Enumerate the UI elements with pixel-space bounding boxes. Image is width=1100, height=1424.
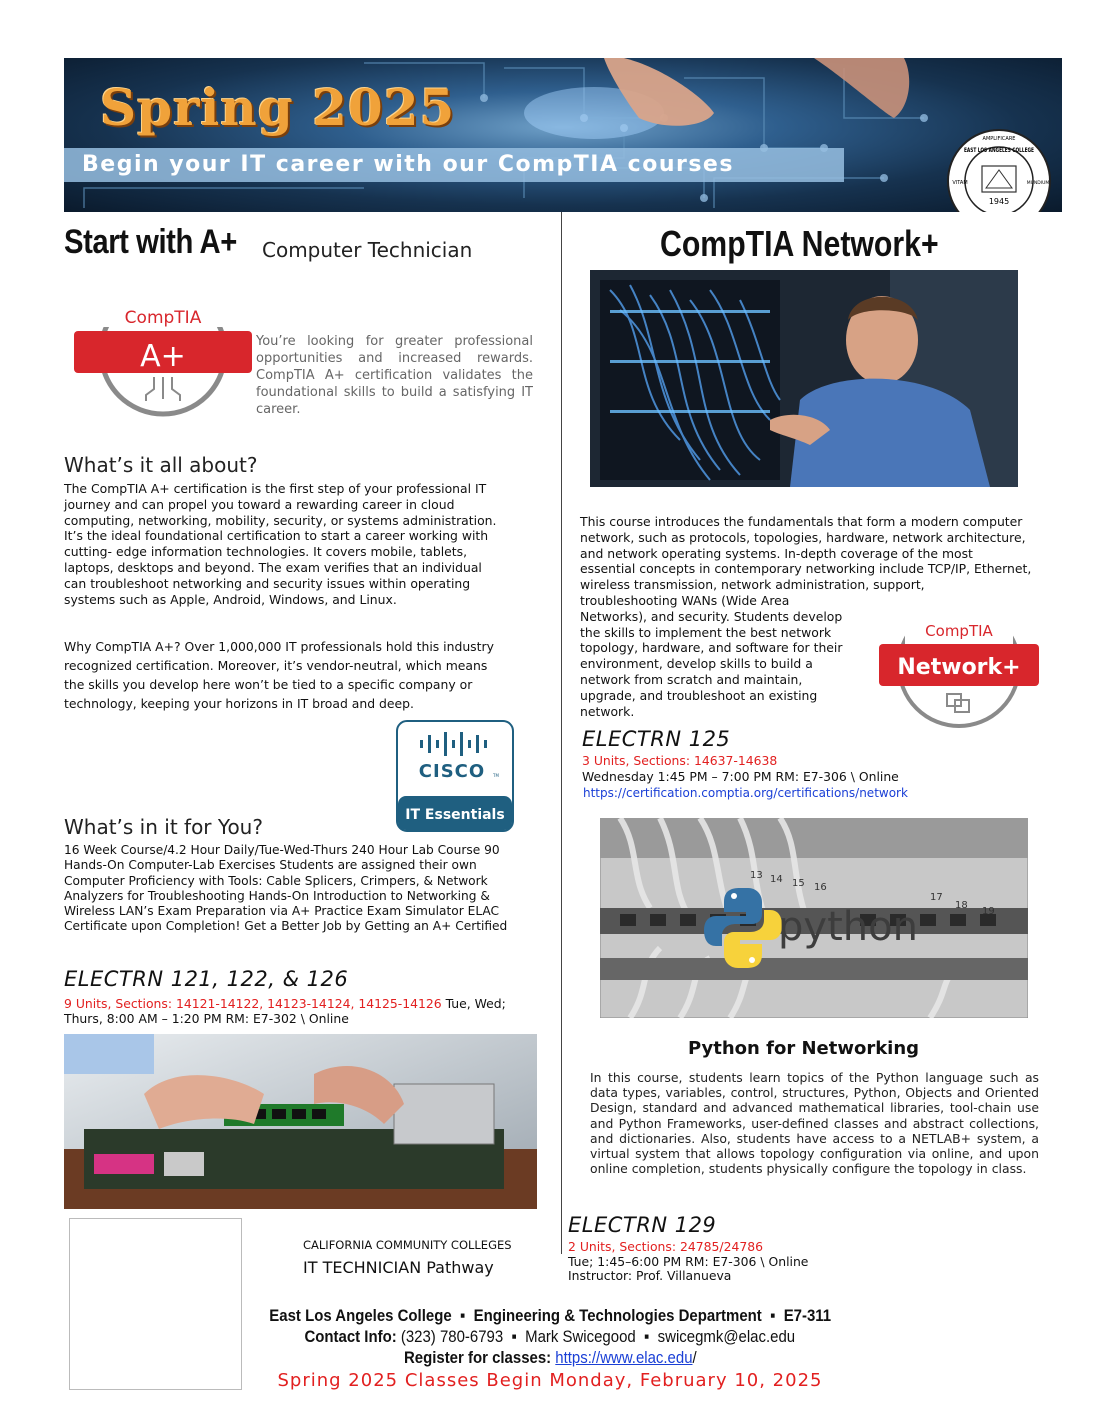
- panel-number: 17: [930, 892, 943, 903]
- aplus-logo-brand: CompTIA: [124, 308, 202, 328]
- panel-number: 16: [814, 882, 827, 893]
- department-room: E7-311: [783, 1306, 831, 1325]
- course-units-aplus: 9 Units, Sections: 14121-14122, 14123-14124, 14125-14126: [64, 996, 442, 1011]
- course-details-network: [582, 753, 899, 784]
- banner-subtitle: Begin your IT career with our CompTIA courses: [82, 152, 734, 177]
- header-banner: [64, 58, 1062, 226]
- contact-name: Mark Swicegood: [525, 1327, 636, 1346]
- python-patch-panel-photo: [600, 818, 1028, 1018]
- register-line: [0, 1348, 1100, 1368]
- contact-email[interactable]: swicegmk@elac.edu: [657, 1327, 796, 1346]
- department-name: Engineering & Technologies Department: [473, 1306, 762, 1325]
- pathway-label: IT TECHNICIAN Pathway: [303, 1258, 494, 1277]
- separator: ▪: [511, 1327, 518, 1346]
- course-units-python: 2 Units, Sections: 24785/24786: [568, 1239, 763, 1254]
- network-plus-body-continued: troubleshooting WANs (Wide Area Networks), and security. Students develop the skills to implement the best network topology, hardware, and software for their environment, develop skills to build a network from scratch and maintain, upgrade, and troubleshoot an existing network.: [580, 593, 843, 719]
- for-you-heading: What’s in it for You?: [64, 815, 263, 839]
- separator: ▪: [459, 1306, 466, 1325]
- panel-number: 14: [770, 874, 783, 885]
- register-label: Register for classes:: [403, 1348, 551, 1367]
- aplus-heading: Start with A+: [64, 223, 237, 261]
- course-units-network: 3 Units, Sections: 14637-14638: [582, 753, 778, 768]
- course-code-aplus: ELECTRN 121, 122, & 126: [64, 967, 349, 991]
- register-link[interactable]: https://www.elac.edu: [554, 1348, 693, 1367]
- course-details-aplus: [64, 996, 524, 1026]
- python-body: In this course, students learn topics of the Python language such as data types, variables, control, structures, Python, Objects and Oriented Design, standard and advanced mathematical libraries, tool-chain use and Python Frameworks, user-defined classes and abstract collections, and dictionaries. Also, students have access to a NETLAB+ system, a virtual system that allows topology configuration via online, and upon online completion, students physically configure the topology in class.: [590, 1070, 1039, 1177]
- seal-right-text: MUNDIUM: [1026, 181, 1050, 186]
- register-link-tail: /: [692, 1348, 697, 1367]
- network-plus-body: This course introduces the fundamentals that form a modern computer network, such as protocols, topologies, hardware, network architecture, and network operating systems. In-depth coverage of the most essential concepts in contemporary networking include TCP/IP, Ethernet, wireless transmission, network administration, support,: [580, 514, 1032, 593]
- cisco-logo-program: IT Essentials: [405, 807, 505, 823]
- panel-number: 19: [982, 906, 995, 917]
- course-code-python: ELECTRN 129: [568, 1213, 717, 1237]
- cisco-logo-tm: TM: [493, 773, 499, 778]
- seal-year: 1945: [988, 197, 1010, 206]
- for-you-body: 16 Week Course/4.2 Hour Daily/Tue-Wed-Thurs 240 Hour Lab Course 90 Hands-On Computer-Lab Exercises Students are assigned their own Computer Proficiency with Tools: Cable Splicers, Crimpers, & Network Analyzers for Troubleshooting Hands-On Introduction to Networking & Wireless LAN’s Exam Preparation via A+ Practice Exam Simulator ELAC Certificate upon Completion! Get a Better Job by Getting an A+ Certified: [64, 843, 508, 934]
- contact-phone: (323) 780-6793: [401, 1327, 504, 1346]
- seal-ring-text: EAST LOS ANGELES COLLEGE: [964, 147, 1034, 154]
- netplus-logo-brand: CompTIA: [925, 622, 993, 640]
- banner-title: Spring 2025: [100, 78, 456, 137]
- course-instructor-python: Instructor: Prof. Villanueva: [568, 1268, 732, 1283]
- network-cert-link[interactable]: https://certification.comptia.org/certifications/network: [583, 786, 908, 800]
- seal-left-text: VITAM: [952, 180, 968, 186]
- classes-begin-notice: Spring 2025 Classes Begin Monday, February 10, 2025: [277, 1370, 823, 1391]
- cisco-it-essentials-logo: [396, 720, 514, 832]
- cisco-logo-brand: CISCO: [418, 761, 486, 782]
- seal-top-text: AMPLIFICARE: [982, 136, 1016, 142]
- comptia-aplus-logo: [72, 283, 254, 421]
- aplus-subheading: Computer Technician: [262, 238, 473, 262]
- network-technician-photo: [590, 270, 1018, 487]
- college-info-line: [0, 1306, 1100, 1326]
- college-name: East Los Angeles College: [269, 1306, 452, 1325]
- column-divider: [561, 212, 562, 1254]
- aplus-logo-cert: A+: [140, 339, 186, 374]
- network-plus-heading: CompTIA Network+: [660, 223, 939, 264]
- about-body: The CompTIA A+ certification is the first step of your professional IT journey and can propel you toward a rewarding career in cloud computing, networking, mobility, security, or systems administration. It’s the ideal foundational certification to start a career working with cutting- edge information technologies. It covers mobile, tablets, laptops, desktops and beyond. The exam verifies that an individual can troubleshoot networking and security issues within operating systems such as Apple, Android, Windows, and Linux.: [64, 481, 497, 607]
- why-body: Why CompTIA A+? Over 1,000,000 IT professionals hold this industry recognized certification. Moreover, it’s vendor-neutral, which means the skills you develop here won’t be tied to a specific company or technology, keeping your horizons in IT broad and deep.: [64, 639, 494, 711]
- course-schedule-python: Tue; 1:45–6:00 PM RM: E7-306 \ Online: [568, 1253, 809, 1269]
- panel-number: 13: [750, 870, 763, 881]
- course-details-python: [568, 1240, 808, 1284]
- ccc-label: CALIFORNIA COMMUNITY COLLEGES: [303, 1238, 512, 1252]
- contact-info-line: [0, 1327, 1100, 1347]
- separator: ▪: [644, 1327, 650, 1346]
- college-seal-icon: AMPLIFICARE EAST LOS ANGELES COLLEGE VITAM MUNDIUM 1945 MUNDUM SOCIETATEM: [946, 128, 1052, 212]
- separator: ▪: [769, 1306, 776, 1325]
- python-logo-text: python: [778, 904, 918, 950]
- course-schedule-aplus: Tue, Wed; Thurs, 8:00 AM – 1:20 PM RM: E7-302 \ Online: [64, 996, 506, 1026]
- course-code-network: ELECTRN 125: [582, 727, 731, 751]
- panel-number: 18: [955, 900, 968, 911]
- contact-label: Contact Info:: [304, 1327, 397, 1346]
- netplus-logo-cert: Network+: [897, 655, 1021, 680]
- comptia-network-plus-logo: [877, 602, 1041, 730]
- motherboard-photo: [64, 1034, 537, 1209]
- panel-number: 15: [792, 878, 805, 889]
- python-heading: Python for Networking: [688, 1038, 920, 1059]
- about-heading: What’s it all about?: [64, 453, 258, 477]
- course-schedule-network: Wednesday 1:45 PM – 7:00 PM RM: E7-306 \ Online: [582, 768, 899, 784]
- aplus-intro: You’re looking for greater professional opportunities and increased rewards. CompTIA A+ certification validates the foundational skills to build a satisfying IT career.: [256, 334, 533, 417]
